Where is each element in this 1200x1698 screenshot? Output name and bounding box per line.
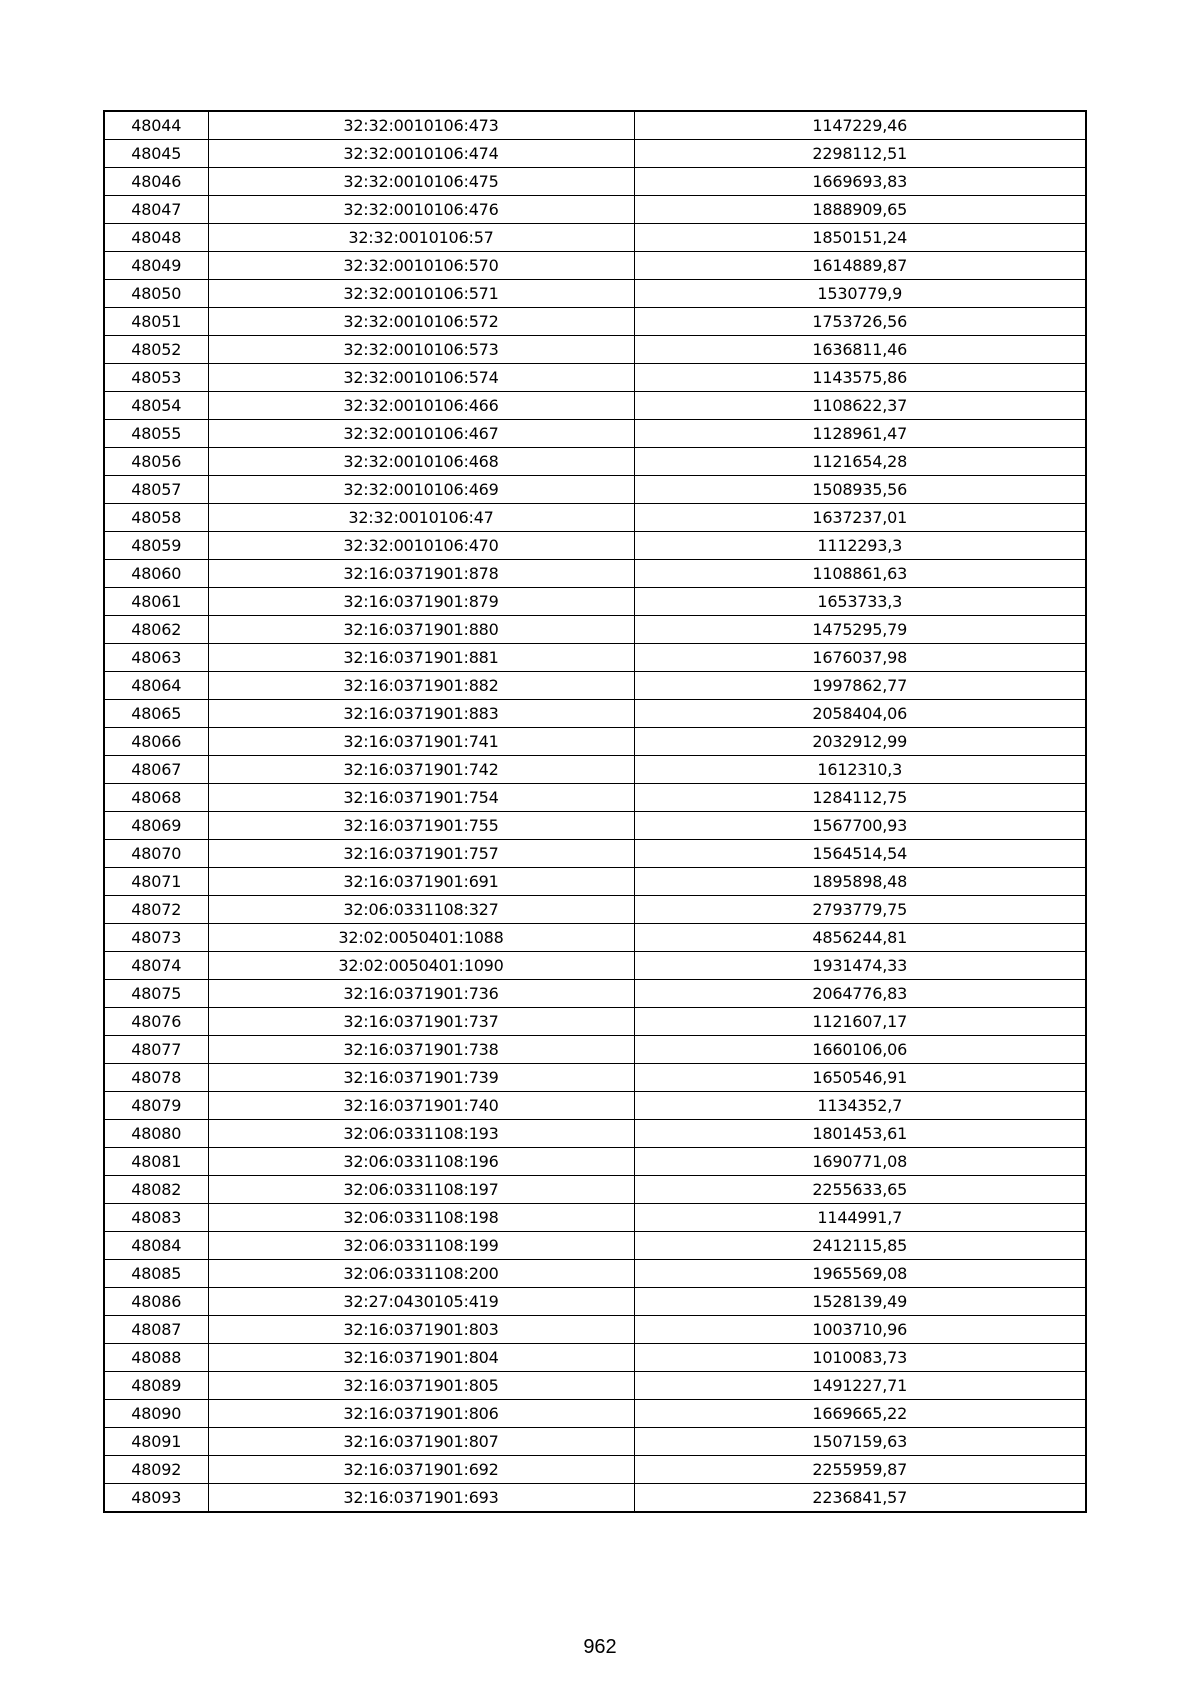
value-cell: 2412115,85 [634, 1232, 1086, 1260]
table-row [104, 448, 1086, 476]
value-cell: 1108861,63 [634, 560, 1086, 588]
value-cell: 1850151,24 [634, 224, 1086, 252]
row-number-cell: 48060 [104, 560, 208, 588]
table-row [104, 252, 1086, 280]
row-number-cell: 48076 [104, 1008, 208, 1036]
cadastral-number-cell: 32:06:0331108:196 [208, 1148, 634, 1176]
row-number-cell: 48045 [104, 140, 208, 168]
table-row [104, 588, 1086, 616]
table-row [104, 756, 1086, 784]
cadastral-number-cell: 32:16:0371901:741 [208, 728, 634, 756]
row-number-cell: 48059 [104, 532, 208, 560]
cadastral-number-cell: 32:16:0371901:742 [208, 756, 634, 784]
cadastral-number-cell: 32:32:0010106:570 [208, 252, 634, 280]
table-row [104, 420, 1086, 448]
row-number-cell: 48061 [104, 588, 208, 616]
value-cell: 1528139,49 [634, 1288, 1086, 1316]
table-row [104, 111, 1086, 140]
cadastral-number-cell: 32:06:0331108:199 [208, 1232, 634, 1260]
cadastral-number-cell: 32:06:0331108:193 [208, 1120, 634, 1148]
row-number-cell: 48051 [104, 308, 208, 336]
value-cell: 1636811,46 [634, 336, 1086, 364]
table-row [104, 1428, 1086, 1456]
cadastral-number-cell: 32:32:0010106:572 [208, 308, 634, 336]
cadastral-number-cell: 32:27:0430105:419 [208, 1288, 634, 1316]
value-cell: 1965569,08 [634, 1260, 1086, 1288]
table-row [104, 728, 1086, 756]
row-number-cell: 48077 [104, 1036, 208, 1064]
cadastral-number-cell: 32:16:0371901:881 [208, 644, 634, 672]
cadastral-number-cell: 32:16:0371901:691 [208, 868, 634, 896]
table-row [104, 784, 1086, 812]
value-cell: 1669693,83 [634, 168, 1086, 196]
cadastral-number-cell: 32:02:0050401:1090 [208, 952, 634, 980]
cadastral-number-cell: 32:16:0371901:804 [208, 1344, 634, 1372]
value-cell: 2255633,65 [634, 1176, 1086, 1204]
table-row [104, 616, 1086, 644]
value-cell: 1888909,65 [634, 196, 1086, 224]
cadastral-number-cell: 32:16:0371901:692 [208, 1456, 634, 1484]
cadastral-number-cell: 32:16:0371901:739 [208, 1064, 634, 1092]
value-cell: 1108622,37 [634, 392, 1086, 420]
table-row [104, 1008, 1086, 1036]
row-number-cell: 48066 [104, 728, 208, 756]
value-cell: 2058404,06 [634, 700, 1086, 728]
value-cell: 2064776,83 [634, 980, 1086, 1008]
value-cell: 1134352,7 [634, 1092, 1086, 1120]
row-number-cell: 48065 [104, 700, 208, 728]
cadastral-number-cell: 32:16:0371901:738 [208, 1036, 634, 1064]
row-number-cell: 48081 [104, 1148, 208, 1176]
value-cell: 1121607,17 [634, 1008, 1086, 1036]
value-cell: 1653733,3 [634, 588, 1086, 616]
row-number-cell: 48073 [104, 924, 208, 952]
value-cell: 1614889,87 [634, 252, 1086, 280]
value-cell: 1121654,28 [634, 448, 1086, 476]
cadastral-number-cell: 32:06:0331108:327 [208, 896, 634, 924]
value-cell: 1660106,06 [634, 1036, 1086, 1064]
cadastral-number-cell: 32:16:0371901:806 [208, 1400, 634, 1428]
value-cell: 1144991,7 [634, 1204, 1086, 1232]
cadastral-number-cell: 32:32:0010106:476 [208, 196, 634, 224]
row-number-cell: 48091 [104, 1428, 208, 1456]
value-cell: 1003710,96 [634, 1316, 1086, 1344]
table-row [104, 924, 1086, 952]
table-row [104, 700, 1086, 728]
row-number-cell: 48092 [104, 1456, 208, 1484]
cadastral-number-cell: 32:32:0010106:466 [208, 392, 634, 420]
table-row [104, 1176, 1086, 1204]
row-number-cell: 48085 [104, 1260, 208, 1288]
value-cell: 1612310,3 [634, 756, 1086, 784]
table-row [104, 812, 1086, 840]
table-row [104, 1260, 1086, 1288]
value-cell: 1010083,73 [634, 1344, 1086, 1372]
cadastral-number-cell: 32:16:0371901:693 [208, 1484, 634, 1513]
table-row [104, 196, 1086, 224]
table-row [104, 336, 1086, 364]
value-cell: 2793779,75 [634, 896, 1086, 924]
table-row [104, 224, 1086, 252]
row-number-cell: 48083 [104, 1204, 208, 1232]
value-cell: 1147229,46 [634, 111, 1086, 140]
table-row [104, 168, 1086, 196]
cadastral-number-cell: 32:06:0331108:198 [208, 1204, 634, 1232]
row-number-cell: 48078 [104, 1064, 208, 1092]
cadastral-number-cell: 32:16:0371901:803 [208, 1316, 634, 1344]
table-row [104, 476, 1086, 504]
table-row [104, 280, 1086, 308]
table-row [104, 1316, 1086, 1344]
table-row [104, 1120, 1086, 1148]
cadastral-number-cell: 32:16:0371901:883 [208, 700, 634, 728]
cadastral-number-cell: 32:02:0050401:1088 [208, 924, 634, 952]
cadastral-number-cell: 32:16:0371901:807 [208, 1428, 634, 1456]
table-row [104, 840, 1086, 868]
row-number-cell: 48046 [104, 168, 208, 196]
row-number-cell: 48089 [104, 1372, 208, 1400]
table-row [104, 1036, 1086, 1064]
table-row [104, 644, 1086, 672]
row-number-cell: 48049 [104, 252, 208, 280]
value-cell: 1931474,33 [634, 952, 1086, 980]
table-row [104, 952, 1086, 980]
cadastral-number-cell: 32:06:0331108:197 [208, 1176, 634, 1204]
table-row [104, 1456, 1086, 1484]
row-number-cell: 48086 [104, 1288, 208, 1316]
cadastral-number-cell: 32:16:0371901:757 [208, 840, 634, 868]
cadastral-number-cell: 32:16:0371901:882 [208, 672, 634, 700]
cadastral-number-cell: 32:32:0010106:467 [208, 420, 634, 448]
cadastral-number-cell: 32:32:0010106:475 [208, 168, 634, 196]
value-cell: 1801453,61 [634, 1120, 1086, 1148]
value-cell: 2236841,57 [634, 1484, 1086, 1513]
cadastral-number-cell: 32:16:0371901:880 [208, 616, 634, 644]
row-number-cell: 48075 [104, 980, 208, 1008]
row-number-cell: 48079 [104, 1092, 208, 1120]
table-row [104, 504, 1086, 532]
cadastral-number-cell: 32:32:0010106:574 [208, 364, 634, 392]
table-row [104, 308, 1086, 336]
table-row [104, 1400, 1086, 1428]
table-row [104, 1204, 1086, 1232]
page-number: 962 [583, 1636, 617, 1658]
cadastral-number-cell: 32:16:0371901:754 [208, 784, 634, 812]
row-number-cell: 48044 [104, 111, 208, 140]
table-row [104, 1288, 1086, 1316]
value-cell: 1669665,22 [634, 1400, 1086, 1428]
cadastral-number-cell: 32:16:0371901:755 [208, 812, 634, 840]
cadastral-number-cell: 32:32:0010106:469 [208, 476, 634, 504]
table-row [104, 560, 1086, 588]
table-row [104, 1344, 1086, 1372]
row-number-cell: 48048 [104, 224, 208, 252]
value-cell: 1530779,9 [634, 280, 1086, 308]
cadastral-number-cell: 32:32:0010106:47 [208, 504, 634, 532]
row-number-cell: 48069 [104, 812, 208, 840]
cadastral-number-cell: 32:32:0010106:470 [208, 532, 634, 560]
row-number-cell: 48087 [104, 1316, 208, 1344]
value-cell: 1564514,54 [634, 840, 1086, 868]
table-row [104, 672, 1086, 700]
row-number-cell: 48053 [104, 364, 208, 392]
value-cell: 1650546,91 [634, 1064, 1086, 1092]
cadastral-number-cell: 32:32:0010106:573 [208, 336, 634, 364]
value-cell: 1507159,63 [634, 1428, 1086, 1456]
value-cell: 1112293,3 [634, 532, 1086, 560]
table-row [104, 980, 1086, 1008]
table-row [104, 1148, 1086, 1176]
row-number-cell: 48088 [104, 1344, 208, 1372]
value-cell: 1143575,86 [634, 364, 1086, 392]
row-number-cell: 48062 [104, 616, 208, 644]
row-number-cell: 48057 [104, 476, 208, 504]
cadastral-number-cell: 32:32:0010106:57 [208, 224, 634, 252]
row-number-cell: 48093 [104, 1484, 208, 1513]
value-cell: 1491227,71 [634, 1372, 1086, 1400]
value-cell: 1753726,56 [634, 308, 1086, 336]
cadastral-number-cell: 32:32:0010106:468 [208, 448, 634, 476]
table-row [104, 1484, 1086, 1513]
table-row [104, 392, 1086, 420]
row-number-cell: 48074 [104, 952, 208, 980]
value-cell: 1508935,56 [634, 476, 1086, 504]
row-number-cell: 48050 [104, 280, 208, 308]
row-number-cell: 48082 [104, 1176, 208, 1204]
cadastral-number-cell: 32:16:0371901:736 [208, 980, 634, 1008]
value-cell: 1997862,77 [634, 672, 1086, 700]
table-row [104, 1064, 1086, 1092]
table-row [104, 868, 1086, 896]
cadastral-number-cell: 32:16:0371901:805 [208, 1372, 634, 1400]
row-number-cell: 48084 [104, 1232, 208, 1260]
table-row [104, 140, 1086, 168]
row-number-cell: 48055 [104, 420, 208, 448]
value-cell: 1475295,79 [634, 616, 1086, 644]
value-cell: 1567700,93 [634, 812, 1086, 840]
value-cell: 1637237,01 [634, 504, 1086, 532]
value-cell: 1690771,08 [634, 1148, 1086, 1176]
row-number-cell: 48052 [104, 336, 208, 364]
value-cell: 2032912,99 [634, 728, 1086, 756]
row-number-cell: 48063 [104, 644, 208, 672]
cadastral-number-cell: 32:16:0371901:740 [208, 1092, 634, 1120]
cadastral-number-cell: 32:16:0371901:878 [208, 560, 634, 588]
row-number-cell: 48058 [104, 504, 208, 532]
row-number-cell: 48047 [104, 196, 208, 224]
table-row [104, 896, 1086, 924]
row-number-cell: 48067 [104, 756, 208, 784]
value-cell: 2255959,87 [634, 1456, 1086, 1484]
cadastral-number-cell: 32:16:0371901:737 [208, 1008, 634, 1036]
value-cell: 1128961,47 [634, 420, 1086, 448]
row-number-cell: 48064 [104, 672, 208, 700]
cadastral-value-table [103, 110, 1087, 1513]
cadastral-number-cell: 32:32:0010106:474 [208, 140, 634, 168]
cadastral-number-cell: 32:32:0010106:473 [208, 111, 634, 140]
row-number-cell: 48071 [104, 868, 208, 896]
value-cell: 1676037,98 [634, 644, 1086, 672]
table-row [104, 364, 1086, 392]
table-body [104, 111, 1086, 1512]
cadastral-number-cell: 32:16:0371901:879 [208, 588, 634, 616]
cadastral-number-cell: 32:32:0010106:571 [208, 280, 634, 308]
row-number-cell: 48056 [104, 448, 208, 476]
value-cell: 4856244,81 [634, 924, 1086, 952]
table-row [104, 1372, 1086, 1400]
row-number-cell: 48054 [104, 392, 208, 420]
value-cell: 1284112,75 [634, 784, 1086, 812]
cadastral-number-cell: 32:06:0331108:200 [208, 1260, 634, 1288]
value-cell: 1895898,48 [634, 868, 1086, 896]
table-row [104, 532, 1086, 560]
table-row [104, 1092, 1086, 1120]
row-number-cell: 48068 [104, 784, 208, 812]
row-number-cell: 48070 [104, 840, 208, 868]
table-row [104, 1232, 1086, 1260]
row-number-cell: 48080 [104, 1120, 208, 1148]
row-number-cell: 48090 [104, 1400, 208, 1428]
row-number-cell: 48072 [104, 896, 208, 924]
value-cell: 2298112,51 [634, 140, 1086, 168]
